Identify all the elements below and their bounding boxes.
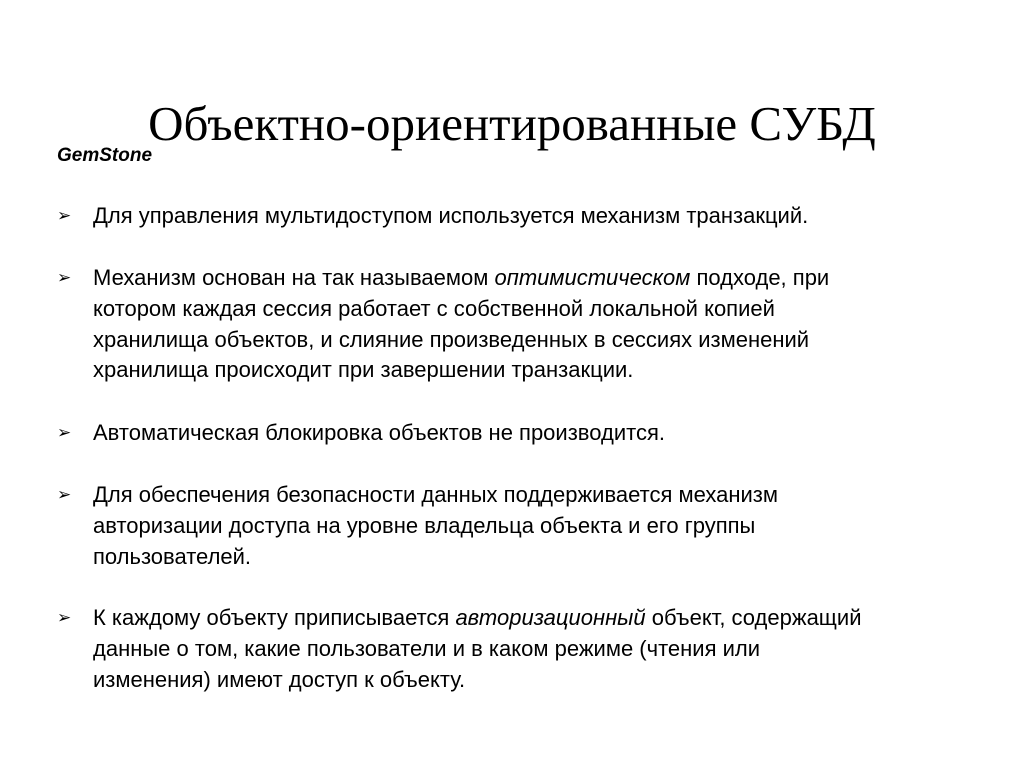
bullet-line bbox=[93, 201, 808, 232]
bullet-line bbox=[93, 603, 861, 634]
text-segment: хранилища объектов, и слияние произведенных в сессиях изменений bbox=[93, 326, 810, 352]
text-segment: К каждому объекту приписывается bbox=[93, 605, 456, 630]
bullet-line bbox=[93, 634, 861, 665]
slide-subtitle: GemStone bbox=[57, 145, 153, 166]
bullet-text bbox=[93, 418, 665, 449]
bullet-line bbox=[93, 418, 665, 449]
slide-title: Объектно-ориентированные СУБД bbox=[148, 96, 876, 151]
bullet-line bbox=[93, 294, 829, 325]
bullet-text bbox=[93, 603, 861, 695]
arrowhead-bullet-icon: ➢ bbox=[57, 608, 72, 628]
text-segment: объект, содержащий bbox=[645, 605, 862, 630]
arrowhead-bullet-icon: ➢ bbox=[57, 423, 72, 443]
text-segment: Автоматическая блокировка объектов не производится. bbox=[93, 420, 665, 445]
bullet-line bbox=[93, 480, 778, 511]
arrowhead-bullet-icon: ➢ bbox=[57, 268, 72, 288]
bullet-text bbox=[93, 263, 829, 386]
bullet-line bbox=[93, 355, 829, 386]
text-segment: данные о том, какие пользователи и в каком режиме (чтения или bbox=[93, 635, 761, 661]
bullet-line bbox=[93, 325, 829, 356]
text-segment: изменения) имеют доступ к объекту. bbox=[93, 666, 466, 692]
bullet-line bbox=[93, 511, 778, 542]
arrowhead-bullet-icon: ➢ bbox=[57, 206, 72, 226]
text-segment: Для управления мультидоступом используется механизм транзакций. bbox=[93, 203, 809, 228]
text-segment: Для обеспечения безопасности данных поддерживается механизм bbox=[93, 482, 779, 507]
text-segment: подходе, при bbox=[690, 265, 830, 290]
arrowhead-bullet-icon: ➢ bbox=[57, 485, 72, 505]
text-segment: пользователей. bbox=[93, 543, 252, 569]
bullet-line bbox=[93, 665, 861, 696]
emphasized-text: оптимистическом bbox=[494, 265, 691, 290]
text-segment: Механизм основан на так называемом bbox=[93, 265, 495, 290]
bullet-line bbox=[93, 263, 829, 294]
bullet-text bbox=[93, 201, 808, 232]
text-segment: авторизации доступа на уровне владельца объекта и его группы bbox=[93, 512, 756, 538]
bullet-line bbox=[93, 542, 778, 573]
text-segment: хранилища происходит при завершении транзакции. bbox=[93, 357, 634, 383]
text-segment: котором каждая сессия работает с собственной локальной копией bbox=[93, 295, 775, 321]
emphasized-text: авторизационный bbox=[455, 605, 646, 630]
bullet-text bbox=[93, 480, 778, 572]
